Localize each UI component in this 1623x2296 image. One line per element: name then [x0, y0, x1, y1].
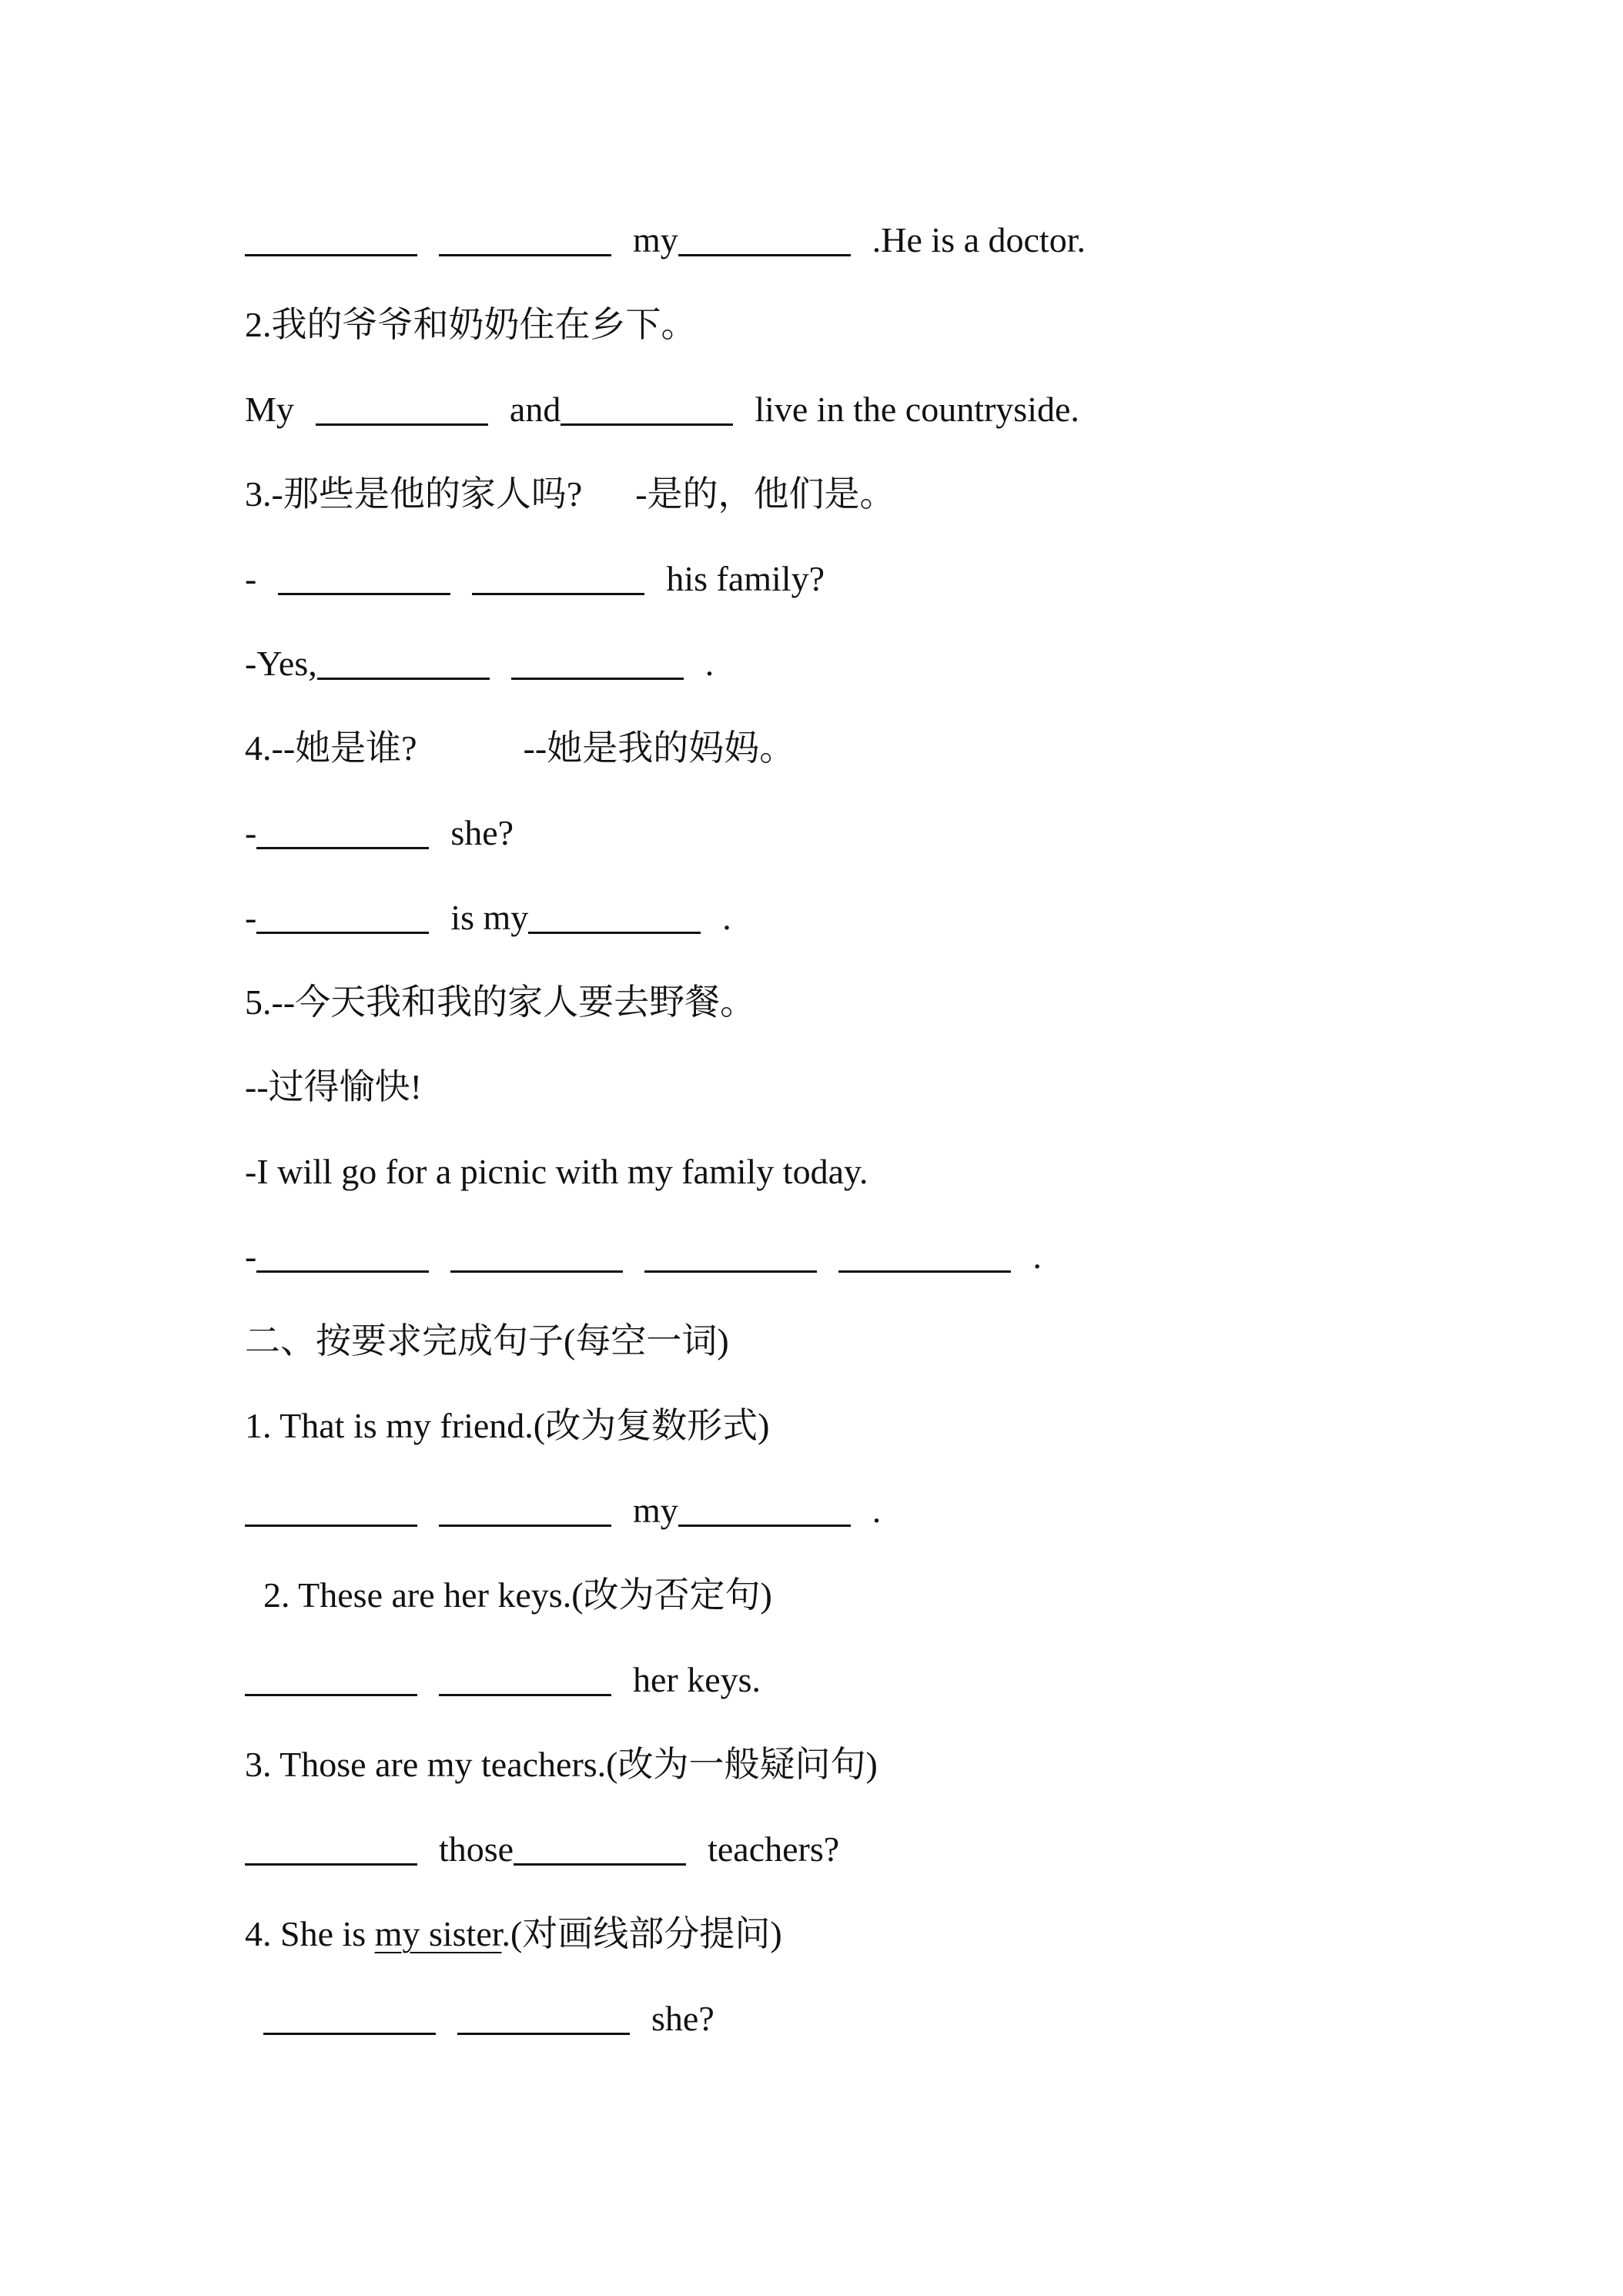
answer-line-s2-2 [245, 1649, 761, 1711]
blank[interactable] [256, 1270, 429, 1273]
english-sentence: -I will go for a picnic with my family today. [245, 1152, 868, 1191]
blank[interactable] [245, 253, 417, 256]
blank[interactable] [514, 1863, 686, 1866]
word-is-my: is my [450, 898, 529, 937]
blank[interactable] [278, 592, 450, 595]
blank[interactable] [838, 1270, 1011, 1273]
blank[interactable] [678, 1524, 851, 1527]
blank[interactable] [439, 1693, 611, 1696]
blank[interactable] [317, 677, 490, 680]
answer-line-6 [245, 887, 731, 949]
blank[interactable] [644, 1270, 817, 1273]
blank[interactable] [678, 253, 851, 256]
blank[interactable] [256, 846, 429, 849]
blank[interactable] [256, 931, 429, 934]
sentence-end: his family? [666, 559, 825, 598]
question-2: 2.我的爷爷和奶奶住在乡下。 [245, 305, 697, 344]
word-my: my [633, 1491, 678, 1530]
sentence-end: .He is a doctor. [872, 220, 1086, 259]
question-5: 5.--今天我和我的家人要去野餐。 [245, 982, 756, 1022]
underlined-phrase: my sister [374, 1914, 502, 1953]
blank[interactable] [457, 2032, 630, 2035]
blank[interactable] [511, 677, 684, 680]
instruction-4-prefix: 4. She is [245, 1914, 375, 1953]
period: . [872, 1491, 882, 1530]
blank[interactable] [561, 423, 733, 426]
instruction-2: 2. These are her keys.(改为否定句) [263, 1575, 772, 1615]
period: . [704, 644, 714, 683]
sentence-end: her keys. [633, 1660, 761, 1699]
sentence-end: she? [450, 813, 514, 852]
word-yes: -Yes, [245, 644, 317, 683]
answer-line-3 [245, 548, 825, 610]
word-my: My [245, 390, 294, 429]
blank[interactable] [316, 423, 488, 426]
blank[interactable] [245, 1524, 417, 1527]
blank[interactable] [439, 253, 611, 256]
section-heading: 二、按要求完成句子(每空一词) [245, 1321, 729, 1361]
instruction-3: 3. Those are my teachers.(改为一般疑问句) [245, 1745, 878, 1784]
blank[interactable] [472, 592, 644, 595]
dash: - [245, 1237, 257, 1276]
blank[interactable] [450, 1270, 623, 1273]
answer-line-8 [245, 1226, 1042, 1287]
sentence-end: teachers? [708, 1829, 840, 1869]
dash: - [245, 813, 257, 852]
blank[interactable] [263, 2032, 436, 2035]
answer-line-1 [245, 209, 1086, 271]
sentence-end: live in the countryside. [755, 390, 1079, 429]
period: . [722, 898, 731, 937]
question-4: 4.--她是谁? --她是我的妈妈。 [245, 728, 795, 768]
question-3: 3.-那些是他的家人吗? -是的，他们是。 [245, 474, 895, 514]
answer-line-s2-3 [245, 1819, 839, 1880]
answer-line-s2-4 [263, 1988, 714, 2050]
word-and: and [509, 390, 561, 429]
answer-line-s2-1 [245, 1480, 881, 1541]
instruction-4 [245, 1903, 782, 1965]
dash: - [245, 559, 257, 598]
blank[interactable] [245, 1693, 417, 1696]
dash: - [245, 898, 257, 937]
blank[interactable] [439, 1524, 611, 1527]
instruction-4-suffix: .(对画线部分提问) [501, 1914, 782, 1953]
question-5-reply: --过得愉快! [245, 1067, 422, 1106]
instruction-1: 1. That is my friend.(改为复数形式) [245, 1406, 770, 1445]
period: . [1032, 1237, 1042, 1276]
word-my: my [633, 220, 678, 259]
blank[interactable] [245, 1863, 417, 1866]
sentence-end: she? [651, 1999, 714, 2038]
answer-line-5 [245, 802, 514, 864]
word-those: those [439, 1829, 514, 1869]
blank[interactable] [528, 931, 701, 934]
answer-line-2 [245, 379, 1079, 440]
answer-line-4 [245, 633, 714, 694]
